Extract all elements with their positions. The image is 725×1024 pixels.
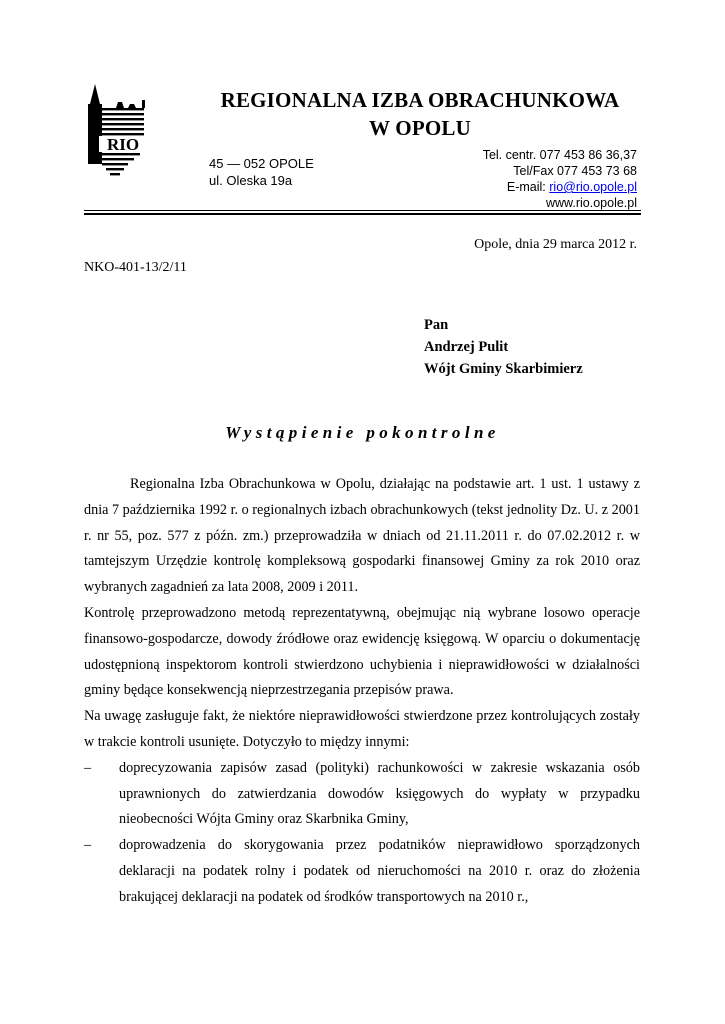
paragraph-intro: Regionalna Izba Obrachunkowa w Opolu, działając na podstawie art. 1 ust. 1 ustawy z dnia 7 października 1992 r. o regionalnych izbach obrachunkowych (tekst jednolity Dz. U. z 2001 r. nr 55, poz. 577 z późn. zm.) przeprowadziła w dniach od 21.11.2011 r. do 07.02.2012 r. w tamtejszym Urzędzie kontrolę kompleksową gospodarki finansowej Gminy za rok 2010 oraz wybranych zagadnień za lata 2008, 2009 i 2011. xyxy=(84,476,640,596)
address-street: ul. Oleska 19a xyxy=(209,173,293,188)
recipient-name: Andrzej Pulit xyxy=(424,339,509,355)
address-postal: 45 — 052 OPOLE xyxy=(209,156,314,171)
rio-logo xyxy=(82,84,148,184)
paragraph-findings: Na uwagę zasługuje fakt, że niektóre nieprawidłowości stwierdzone przez kontrolujących zostały w trakcie kontroli usunięte. Dotyczyło to między innymi: xyxy=(84,708,640,750)
recipient-title: Wójt Gminy Skarbimierz xyxy=(424,361,583,377)
recipient-salutation: Pan xyxy=(424,317,449,333)
org-title-line2: W OPOLU xyxy=(369,116,471,140)
contact-tel: Tel. centr. 077 453 86 36,37 xyxy=(482,148,637,162)
bullet-dash: – xyxy=(84,759,92,776)
letter-body xyxy=(84,472,640,911)
contact-email-label: E-mail: xyxy=(506,180,550,194)
contact-email-line xyxy=(507,180,637,196)
recipient-block xyxy=(424,314,583,380)
list-item-text: doprecyzowania zapisów zasad (polityki) rachunkowości w zakresie wskazania osób uprawnionych do zatwierdzania dowodów księgowych do wypłaty w przypadku nieobecności Wójta Gminy oraz Skarbnika Gminy, xyxy=(119,759,640,828)
list-item xyxy=(84,756,640,833)
contact-www[interactable]: www.rio.opole.pl xyxy=(545,196,637,210)
org-title-line1: REGIONALNA IZBA OBRACHUNKOWA xyxy=(220,88,620,112)
logo-text: RIO xyxy=(106,135,140,154)
contact-email-link[interactable]: rio@rio.opole.pl xyxy=(549,180,637,194)
list-item xyxy=(84,833,640,910)
findings-list xyxy=(84,756,640,911)
header-rule-thin xyxy=(84,210,641,211)
header-rule-thick xyxy=(84,213,641,215)
place-date: Opole, dnia 29 marca 2012 r. xyxy=(474,237,637,252)
bullet-dash: – xyxy=(84,837,92,854)
list-item-text: doprowadzenia do skorygowania przez podatników nieprawidłowo sporządzonych deklaracji na podatek rolny i podatek od nieruchomości na 2010 r. oraz do złożenia brakującej deklaracji na podatek od środków transportowych na 2010 r., xyxy=(119,837,640,905)
reference-number: NKO-401-13/2/11 xyxy=(84,260,187,275)
rio-emblem-icon xyxy=(82,84,148,184)
paragraph-method: Kontrolę przeprowadzono metodą reprezentatywną, obejmując nią wybrane losowo operacje finansowo-gospodarcze, dowody źródłowe oraz ewidencję księgową. W oparciu o dokumentację udostępnioną inspektorom kontroli stwierdzono uchybienia i nieprawidłowości w działalności gminy będące konsekwencją nieprzestrzegania przepisów prawa. xyxy=(84,604,640,699)
contact-fax: Tel/Fax 077 453 73 68 xyxy=(513,164,637,178)
document-title: Wystąpienie pokontrolne xyxy=(225,423,500,442)
